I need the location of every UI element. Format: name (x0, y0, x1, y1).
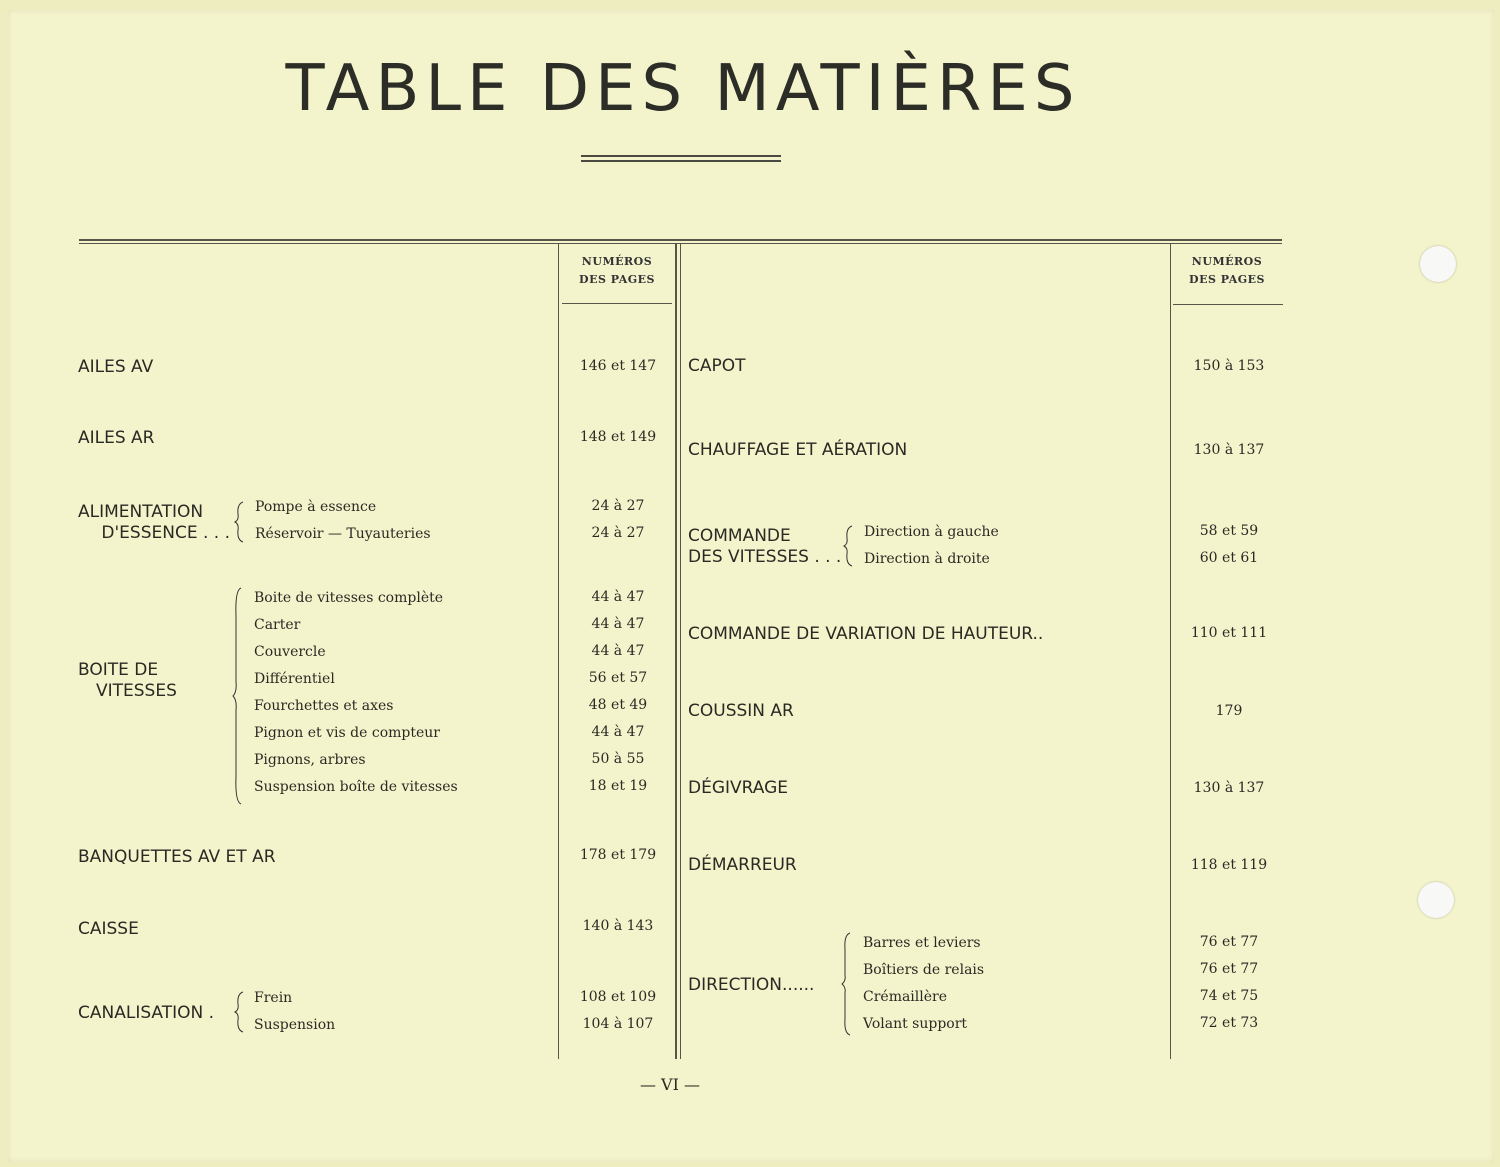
page-boitiers-relais: 76 et 77 (1199, 961, 1259, 977)
leader-dots (306, 619, 552, 633)
page-pignons-arbres: 50 à 55 (591, 751, 645, 767)
left-pages-header (559, 253, 675, 289)
page-carter: 44 à 47 (591, 616, 645, 632)
page-boite-complete: 44 à 47 (591, 589, 645, 605)
subentry-boite-complete: Boite de vitesses complète (254, 590, 444, 606)
binder-hole-bottom (1418, 882, 1454, 918)
leader-dots (812, 704, 1162, 718)
entry-commande-vitesses-line1: COMMANDE (688, 526, 791, 546)
subentry-fourchettes: Fourchettes et axes (254, 698, 394, 714)
left-page-column-border (558, 244, 559, 1059)
subentry-direction-droite: Direction à droite (864, 551, 990, 567)
entry-alimentation-line2: D'ESSENCE . . . (101, 523, 230, 543)
page-caisse: 140 à 143 (582, 918, 654, 934)
page-direction-gauche: 58 et 59 (1199, 523, 1259, 539)
leader-dots (166, 360, 552, 374)
leader-dots (372, 754, 552, 768)
subentry-reservoir: Réservoir — Tuyauteries (255, 526, 431, 542)
page-ailes-av: 146 et 147 (579, 358, 657, 374)
center-divider-2 (680, 244, 681, 1059)
page-fourchettes: 48 et 49 (588, 697, 648, 713)
brace-icon (842, 524, 856, 568)
page-number: — VI — (639, 1075, 701, 1094)
left-header-rule (562, 303, 672, 304)
page-banquettes: 178 et 179 (579, 847, 657, 863)
leader-dots (992, 964, 1162, 978)
brace-icon (233, 500, 247, 544)
header-line2: DES PAGES (579, 273, 655, 286)
leader-dots (440, 528, 552, 542)
subentry-pignon-compteur: Pignon et vis de compteur (254, 725, 440, 741)
subentry-suspension: Suspension (254, 1017, 336, 1033)
page-pignon-compteur: 44 à 47 (591, 724, 645, 740)
entry-caisse: CAISSE (78, 919, 139, 939)
subentry-carter: Carter (254, 617, 301, 633)
subentry-direction-gauche: Direction à gauche (864, 524, 999, 540)
right-pages-header (1171, 253, 1283, 289)
entry-capot: CAPOT (688, 356, 746, 376)
page-title: TABLE DES MATIÈRES (285, 52, 1081, 126)
entry-canalisation: CANALISATION . (78, 1003, 215, 1023)
title-underline-2 (581, 160, 781, 162)
leader-dots (1092, 627, 1162, 641)
leader-dots (466, 781, 552, 795)
leader-dots (452, 592, 552, 606)
leader-dots (1008, 526, 1162, 540)
entry-commande-hauteur: COMMANDE DE VARIATION DE HAUTEUR.. (688, 624, 1044, 644)
subentry-cremaillere: Crémaillère (863, 989, 948, 1005)
title-underline (581, 155, 781, 157)
table-top-rule (79, 239, 1282, 241)
subentry-pompe: Pompe à essence (255, 499, 377, 515)
leader-dots (378, 501, 552, 515)
entry-direction: DIRECTION...... (688, 975, 815, 995)
leader-dots (298, 992, 552, 1006)
page-suspension-boite: 18 et 19 (588, 778, 648, 794)
leader-dots (404, 700, 552, 714)
entry-boite-line1: BOITE DE (78, 660, 159, 680)
page-demarreur: 118 et 119 (1190, 857, 1268, 873)
binder-hole-top (1420, 246, 1456, 282)
leader-dots (952, 991, 1162, 1005)
page-reservoir: 24 à 27 (591, 525, 645, 541)
header-line1: NUMÉROS (1191, 255, 1263, 268)
leader-dots (306, 850, 552, 864)
header-line2: DES PAGES (1189, 273, 1265, 286)
leader-dots (146, 922, 552, 936)
entry-ailes-ar: AILES AR (78, 428, 155, 448)
entry-degivrage: DÉGIVRAGE (688, 778, 789, 798)
page-frein: 108 et 109 (579, 989, 657, 1005)
entry-ailes-av: AILES AV (78, 357, 154, 377)
subentry-frein: Frein (254, 990, 293, 1006)
leader-dots (814, 858, 1162, 872)
entry-alimentation-line1: ALIMENTATION (78, 502, 204, 522)
leader-dots (998, 553, 1162, 567)
page-barres-leviers: 76 et 77 (1199, 934, 1259, 950)
leader-dots (342, 673, 552, 687)
page-ailes-ar: 148 et 149 (579, 429, 657, 445)
page-chauffage: 130 à 137 (1193, 442, 1265, 458)
subentry-volant-support: Volant support (863, 1016, 968, 1032)
subentry-couvercle: Couvercle (254, 644, 326, 660)
header-line1: NUMÉROS (581, 255, 653, 268)
leader-dots (186, 684, 232, 698)
page-volant-support: 72 et 73 (1199, 1015, 1259, 1031)
leader-dots (986, 937, 1162, 951)
page-coussin: 179 (1215, 703, 1243, 719)
page-suspension: 104 à 107 (582, 1016, 654, 1032)
leader-dots (942, 443, 1162, 457)
leader-dots (454, 727, 552, 741)
brace-icon (231, 586, 245, 806)
entry-banquettes: BANQUETTES AV ET AR (78, 847, 276, 867)
entry-coussin: COUSSIN AR (688, 701, 794, 721)
page-differentiel: 56 et 57 (588, 670, 648, 686)
leader-dots (338, 1019, 552, 1033)
subentry-barres-leviers: Barres et leviers (863, 935, 981, 951)
page-couvercle: 44 à 47 (591, 643, 645, 659)
subentry-differentiel: Différentiel (254, 671, 335, 687)
page-commande-hauteur: 110 et 111 (1190, 625, 1268, 641)
leader-dots (756, 359, 1162, 373)
entry-commande-vitesses-line2: DES VITESSES . . . (688, 547, 842, 567)
leader-dots (984, 1018, 1162, 1032)
entry-chauffage: CHAUFFAGE ET AÉRATION (688, 440, 908, 460)
page-direction-droite: 60 et 61 (1199, 550, 1259, 566)
leader-dots (332, 646, 552, 660)
brace-icon (840, 931, 854, 1037)
brace-icon (233, 990, 247, 1034)
leader-dots (166, 431, 552, 445)
page-cremaillere: 74 et 75 (1199, 988, 1259, 1004)
subentry-pignons-arbres: Pignons, arbres (254, 752, 366, 768)
entry-demarreur: DÉMARREUR (688, 855, 797, 875)
page-pompe: 24 à 27 (591, 498, 645, 514)
page-degivrage: 130 à 137 (1193, 780, 1265, 796)
right-header-rule (1173, 304, 1283, 305)
subentry-boitiers-relais: Boîtiers de relais (863, 962, 985, 978)
page-capot: 150 à 153 (1193, 358, 1265, 374)
subentry-suspension-boite: Suspension boîte de vitesses (254, 779, 458, 795)
entry-boite-line2: VITESSES (96, 681, 177, 701)
leader-dots (804, 781, 1162, 795)
